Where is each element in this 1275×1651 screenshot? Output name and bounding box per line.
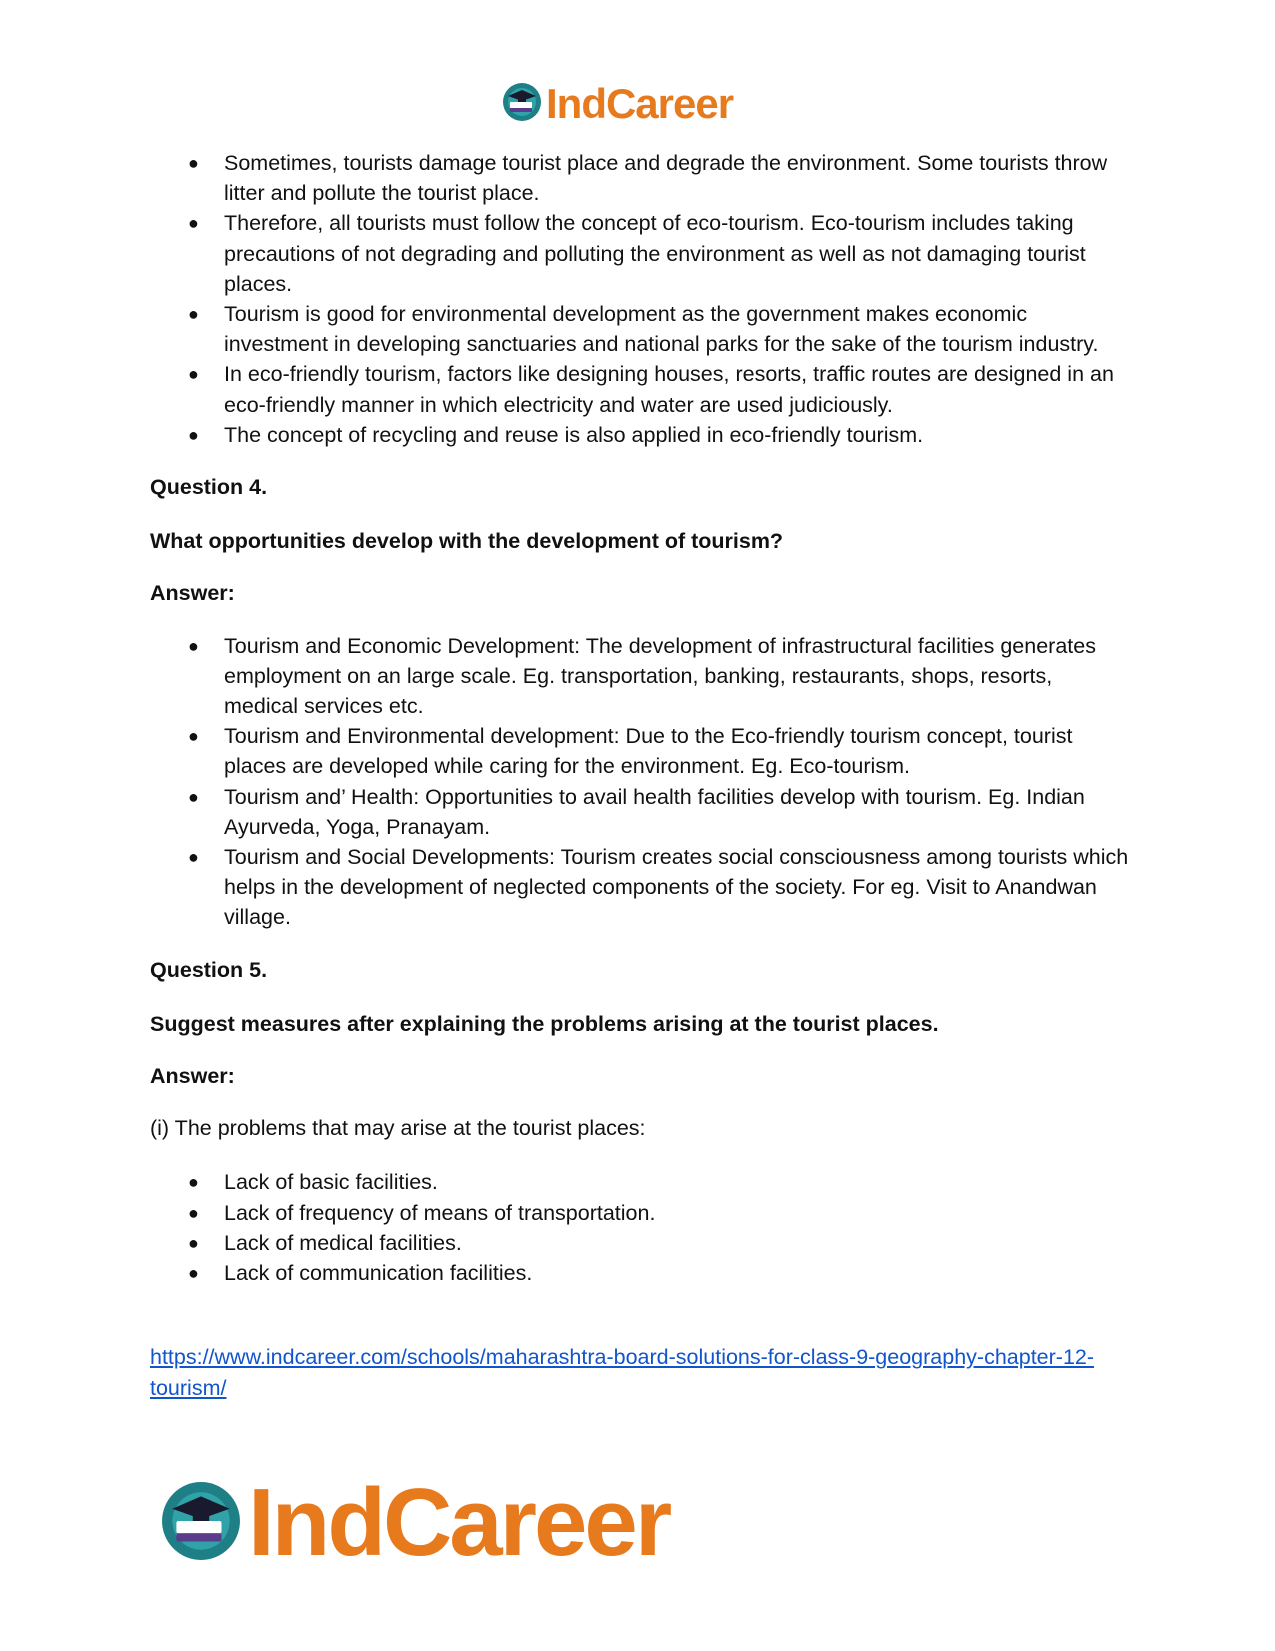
answer-4-label: Answer: xyxy=(150,581,235,606)
list-item: ● In eco-friendly tourism, factors like designing houses, resorts, traffic routes are designed in an eco-friendly manner in which electricity and water are used judiciously. xyxy=(150,359,1130,419)
answer-5-intro: (i) The problems that may arise at the tourist places: xyxy=(150,1116,646,1141)
bullet-icon: ● xyxy=(188,726,199,747)
question-5-text: Suggest measures after explaining the problems arising at the tourist places. xyxy=(150,1011,939,1036)
bullet-icon: ● xyxy=(188,1202,199,1223)
problems-list xyxy=(150,1167,1130,1288)
list-item: ● Lack of basic facilities. xyxy=(150,1167,1130,1197)
page-content xyxy=(150,148,1130,1403)
bullet-icon: ● xyxy=(188,1232,199,1253)
question-5-label: Question 5. xyxy=(150,957,268,982)
bullet-icon: ● xyxy=(188,847,199,868)
list-item: ● Tourism is good for environmental development as the government makes economic investment in developing sanctuaries and national parks for the sake of the tourism industry. xyxy=(150,299,1130,359)
bullet-icon: ● xyxy=(188,786,199,807)
opportunities-list xyxy=(150,631,1130,933)
list-item: ● Tourism and Environmental development: Due to the Eco-friendly tourism concept, tourist places are developed while caring for the environment. Eg. Eco-tourism. xyxy=(150,721,1130,781)
list-item: ● The concept of recycling and reuse is also applied in eco-friendly tourism. xyxy=(150,420,1130,450)
question-4-text: What opportunities develop with the development of tourism? xyxy=(150,529,784,554)
eco-tourism-list xyxy=(150,148,1130,450)
list-item: ● Lack of communication facilities. xyxy=(150,1258,1130,1288)
header-logo xyxy=(502,80,733,128)
list-item: ● Tourism and’ Health: Opportunities to avail health facilities develop with tourism. Eg. Indian Ayurveda, Yoga, Pranayam. xyxy=(150,782,1130,842)
bullet-icon: ● xyxy=(188,304,199,325)
logo-text: IndCareer xyxy=(248,1469,670,1576)
list-item: ● Tourism and Economic Development: The development of infrastructural facilities generates employment on an large scale. Eg. transportation, banking, restaurants, shops, resorts, medical services etc. xyxy=(150,631,1130,722)
list-item: ● Sometimes, tourists damage tourist place and degrade the environment. Some tourists throw litter and pollute the tourist place. xyxy=(150,148,1130,208)
graduation-book-icon xyxy=(160,1480,242,1567)
bullet-icon: ● xyxy=(188,635,199,656)
bullet-icon: ● xyxy=(188,1172,199,1193)
bullet-icon: ● xyxy=(188,213,199,234)
bullet-icon: ● xyxy=(188,364,199,385)
list-item: ● Lack of medical facilities. xyxy=(150,1228,1130,1258)
list-item: ● Therefore, all tourists must follow the concept of eco-tourism. Eco-tourism includes taking precautions of not degrading and polluting the environment as well as not damaging tourist places. xyxy=(150,208,1130,299)
list-item: ● Tourism and Social Developments: Tourism creates social consciousness among tourists which helps in the development of neglected components of the society. For eg. Visit to Anandwan village. xyxy=(150,842,1130,933)
bullet-icon: ● xyxy=(188,1263,199,1284)
bullet-icon: ● xyxy=(188,153,199,173)
footer-logo xyxy=(160,1468,669,1578)
list-item: ● Lack of frequency of means of transportation. xyxy=(150,1198,1130,1228)
question-4-label: Question 4. xyxy=(150,475,268,500)
logo-text: IndCareer xyxy=(546,80,734,127)
footer-url-link[interactable]: https://www.indcareer.com/schools/maharashtra-board-solutions-for-class-9-geography-chapter-12-tourism/ xyxy=(150,1345,1095,1400)
answer-5-label: Answer: xyxy=(150,1064,235,1089)
bullet-icon: ● xyxy=(188,424,199,445)
graduation-book-icon xyxy=(502,82,542,127)
